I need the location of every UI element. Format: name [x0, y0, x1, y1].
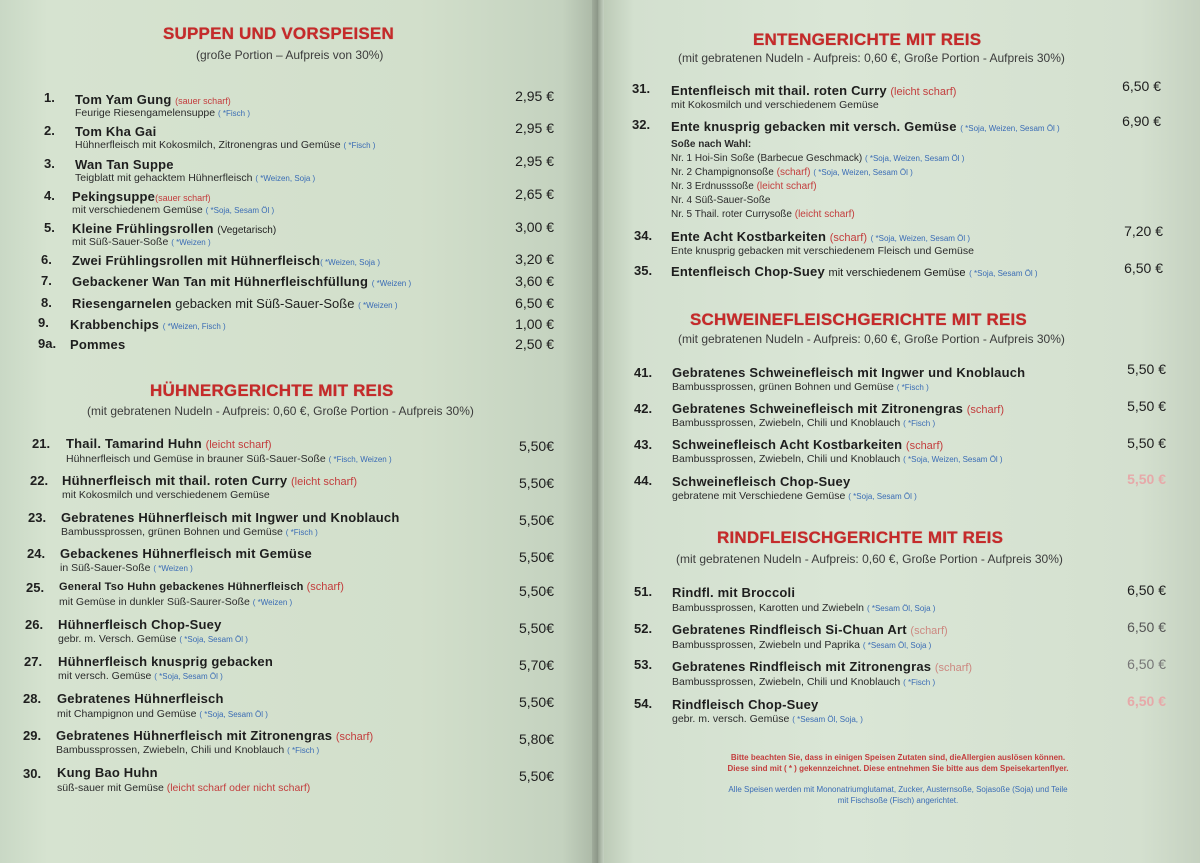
item-price: 5,50 €: [1127, 361, 1166, 377]
section-title-chicken: HÜHNERGERICHTE MIT REIS: [150, 381, 394, 400]
item-name: Pommes: [70, 337, 126, 352]
item-number: 2.: [44, 123, 55, 138]
item-name: Hühnerfleisch Chop-Suey: [58, 617, 222, 632]
sauce-option: Nr. 4 Süß-Sauer-Soße: [671, 195, 771, 206]
item-name: Krabbenchips: [70, 317, 160, 332]
item-description: Bambussprossen, Zwiebeln, Chili und Knoblauch: [672, 676, 901, 688]
item-number: 35.: [634, 263, 653, 278]
item-price: 5,70€: [518, 657, 554, 673]
item-name: Rindfl. mit Broccoli: [672, 585, 796, 600]
item-description: in Süß-Sauer-Soße: [60, 562, 151, 574]
allergen-note: ( *Weizen ): [153, 564, 193, 573]
item-price: 5,50 €: [1127, 471, 1166, 487]
item-number: 9a.: [38, 336, 57, 351]
item-name: Tom Kha Gai: [75, 124, 157, 139]
item-number: 25.: [26, 580, 45, 595]
item-description: Bambussprossen, Zwiebeln, Chili und Knoblauch: [672, 453, 901, 465]
item-description: Bambussprossen, Karotten und Zwiebeln: [672, 602, 865, 614]
item-price: 6,50 €: [1127, 619, 1166, 635]
item-price: 7,20 €: [1124, 223, 1163, 239]
menu-page-left: [0, 0, 598, 863]
item-price: 5,50€: [518, 549, 554, 565]
item-price: 5,50 €: [1127, 398, 1166, 414]
allergen-note: ( *Fisch ): [903, 678, 936, 687]
allergen-note: ( *Sesam Öl, Soja ): [866, 604, 936, 613]
spice-tag: (sauer scharf): [155, 193, 211, 203]
allergen-note: ( *Fisch ): [343, 141, 376, 150]
item-number: 52.: [634, 621, 653, 636]
allergen-note: ( *Soja, Sesam Öl ): [848, 492, 917, 501]
item-number: 29.: [23, 728, 42, 743]
item-name: Gebratenes Schweinefleisch mit Ingwer und Knoblauch: [672, 365, 1026, 380]
item-number: 27.: [24, 654, 43, 669]
spice-tag: (scharf): [829, 232, 867, 244]
item-name: Gebratenes Hühnerfleisch: [57, 691, 224, 706]
section-subtitle-chicken: (mit gebratenen Nudeln - Aufpreis: 0,60 €, Große Portion - Aufpreis 30%): [87, 404, 474, 418]
item-name: Entenfleisch mit thail. roten Curry: [671, 83, 887, 98]
item-description: gebratene mit Verschiedene Gemüse: [672, 490, 846, 502]
spice-tag: (leicht scharf): [890, 86, 957, 98]
section-title-beef: RINDFLEISCHGERICHTE MIT REIS: [717, 528, 1004, 547]
item-number: 3.: [44, 156, 55, 171]
item-price: 5,80€: [518, 731, 554, 747]
item-name: Entenfleisch Chop-Suey: [671, 264, 825, 279]
item-number: 6.: [41, 252, 52, 267]
allergen-note: ( *Fisch, Weizen ): [328, 455, 392, 464]
allergen-note: ( *Sesam Öl, Soja ): [862, 641, 932, 650]
spice-tag: (scharf): [966, 404, 1004, 416]
allergen-note: ( *Fisch ): [903, 419, 936, 428]
item-name: Gebratenes Schweinefleisch mit Zitronengras: [672, 401, 964, 416]
item-description: Ente knusprig gebacken mit verschiedenem Fleisch und Gemüse: [671, 245, 974, 257]
item-price: 6,50 €: [1122, 78, 1161, 94]
spice-tag: (scharf): [306, 581, 344, 593]
spice-tag: (leicht scharf): [205, 439, 272, 451]
item-description: Feurige Riesengamelensuppe: [75, 107, 216, 119]
item-description: Teigblatt mit gehacktem Hühnerfleisch: [75, 172, 253, 184]
item-number: 8.: [41, 295, 52, 310]
item-description: Bambussprossen, grünen Bohnen und Gemüse: [61, 526, 283, 538]
item-name: Gebackenes Hühnerfleisch mit Gemüse: [60, 546, 312, 561]
item-number: 4.: [44, 188, 55, 203]
item-name: Zwei Frühlingsrollen mit Hühnerfleisch: [72, 253, 321, 268]
item-price: 1,00 €: [515, 316, 554, 332]
allergen-note: ( *Fisch ): [287, 746, 320, 755]
allergy-notice: Bitte beachten Sie, dass in einigen Speisen Zutaten sind, dieAllergien auslösen können. Diese sind mit ( * ) gekennzeichnet. Diese entnehmen Sie bitte aus dem Speisekartenflyer.: [727, 753, 1069, 773]
item-price: 6,50 €: [1124, 260, 1163, 276]
item-price: 5,50€: [518, 438, 554, 454]
section-title-soups: SUPPEN UND VORSPEISEN: [163, 24, 394, 43]
allergen-note: ( *Weizen ): [171, 238, 211, 247]
allergen-note: ( *Weizen, Soja ): [255, 174, 316, 183]
allergen-note: ( *Soja, Sesam Öl ): [154, 672, 223, 681]
allergen-note: ( *Soja, Weizen, Sesam Öl ): [960, 124, 1060, 133]
item-description: Bambussprossen, Zwiebeln, Chili und Knoblauch: [56, 744, 285, 756]
item-description: mit Champignon und Gemüse: [57, 708, 197, 720]
item-description: Hühnerfleisch und Gemüse in brauner Süß-Sauer-Soße: [66, 453, 326, 465]
sauce-option: Nr. 3 Erdnusssoße (leicht scharf): [671, 181, 817, 192]
item-name: Tom Yam Gung: [75, 92, 172, 107]
item-name: Gebackener Wan Tan mit Hühnerfleischfüllung: [72, 274, 369, 289]
item-note: mit verschiedenem Gemüse: [828, 267, 966, 279]
allergen-note: ( *Soja, Weizen, Sesam Öl ): [870, 234, 971, 243]
item-price: 2,95 €: [515, 88, 554, 104]
item-name: General Tso Huhn gebackenes Hühnerfleisch: [59, 581, 304, 593]
allergen-note: ( *Fisch ): [285, 528, 318, 537]
allergen-note: ( *Soja, Sesam Öl ): [179, 635, 248, 644]
spice-tag: (scharf): [905, 440, 944, 452]
item-description: süß-sauer mit Gemüse: [57, 782, 164, 794]
item-number: 43.: [634, 437, 653, 452]
section-subtitle-pork: (mit gebratenen Nudeln - Aufpreis: 0,60 €, Große Portion - Aufpreis 30%): [678, 332, 1065, 346]
item-name: Gebratenes Hühnerfleisch mit Zitronengras: [56, 728, 333, 743]
spice-tag: (scharf): [335, 731, 374, 743]
item-description: gebr. m. Versch. Gemüse: [58, 633, 177, 645]
sauce-heading: Soße nach Wahl:: [671, 139, 752, 150]
item-name: Pekingsuppe: [72, 189, 156, 204]
item-name: Gebratenes Hühnerfleisch mit Ingwer und Knoblauch: [61, 510, 400, 525]
item-number: 31.: [632, 81, 651, 96]
allergen-note: ( *Soja, Sesam Öl ): [199, 710, 268, 719]
spice-tag: (leicht scharf oder nicht scharf): [166, 782, 311, 794]
item-name: Ente Acht Kostbarkeiten: [671, 229, 827, 244]
item-number: 41.: [634, 365, 653, 380]
allergen-note: ( *Soja, Weizen, Sesam Öl ): [903, 455, 1003, 464]
item-number: 23.: [28, 510, 47, 525]
item-price: 6,50 €: [515, 295, 554, 311]
allergen-note: ( *Weizen ): [252, 598, 293, 607]
menu-page-right: [598, 0, 1200, 863]
item-price: 5,50€: [518, 512, 554, 528]
item-description: mit versch. Gemüse: [58, 670, 152, 682]
item-price: 3,20 €: [515, 251, 554, 267]
item-price: 6,50 €: [1127, 656, 1166, 672]
item-price: 3,60 €: [515, 273, 554, 289]
item-note: (Vegetarisch): [217, 225, 277, 236]
spice-tag: (sauer scharf): [175, 96, 231, 106]
item-price: 2,50 €: [515, 336, 554, 352]
item-number: 1.: [44, 90, 55, 105]
item-description: Bambussprossen, Zwiebeln, Chili und Knoblauch: [672, 417, 901, 429]
allergen-note: ( *Soja, Sesam Öl ): [205, 206, 275, 215]
item-price: 6,90 €: [1122, 113, 1161, 129]
item-price: 5,50€: [518, 768, 554, 784]
allergen-note: ( *Soja, Sesam Öl ): [969, 269, 1038, 278]
item-name: Riesengarnelen: [72, 296, 172, 311]
item-number: 5.: [44, 220, 55, 235]
item-number: 34.: [634, 228, 653, 243]
item-price: 6,50 €: [1127, 582, 1166, 598]
item-name: Rindfleisch Chop-Suey: [672, 697, 819, 712]
item-description: Bambussprossen, Zwiebeln und Paprika: [672, 639, 860, 651]
item-number: 22.: [30, 473, 49, 488]
item-number: 54.: [634, 696, 653, 711]
allergen-note: ( *Fisch ): [896, 383, 929, 392]
item-name: Gebratenes Rindfleisch Si-Chuan Art: [672, 622, 907, 637]
item-number: 26.: [25, 617, 44, 632]
item-name: Kleine Frühlingsrollen: [72, 221, 214, 236]
item-description: mit verschiedenem Gemüse: [72, 204, 203, 216]
item-number: 32.: [632, 117, 651, 132]
item-number: 30.: [23, 766, 42, 781]
section-title-pork: SCHWEINEFLEISCHGERICHTE MIT REIS: [690, 310, 1027, 329]
allergen-note: ( *Weizen ): [371, 279, 412, 288]
item-number: 44.: [634, 473, 653, 488]
item-description: mit Gemüse in dunkler Süß-Saurer-Soße: [59, 596, 250, 608]
item-price: 5,50€: [518, 475, 554, 491]
allergen-note: ( *Weizen, Fisch ): [162, 322, 226, 331]
item-number: 7.: [41, 273, 52, 288]
item-name: Thail. Tamarind Huhn: [66, 436, 202, 451]
spice-tag: (scharf): [934, 662, 973, 674]
item-description: Hühnerfleisch mit Kokosmilch, Zitronengras und Gemüse: [75, 139, 341, 151]
section-subtitle-soups: (große Portion – Aufpreis von 30%): [196, 48, 384, 62]
item-name: Gebratenes Rindfleisch mit Zitronengras: [672, 659, 932, 674]
section-title-duck: ENTENGERICHTE MIT REIS: [753, 30, 982, 49]
item-price: 5,50€: [518, 620, 554, 636]
item-price: 5,50 €: [1127, 435, 1166, 451]
item-description: mit Kokosmilch und verschiedenem Gemüse: [671, 99, 879, 111]
sauce-option: Nr. 1 Hoi-Sin Soße (Barbecue Geschmack) ( *Soja, Weizen, Sesam Öl ): [671, 153, 965, 164]
item-number: 51.: [634, 584, 653, 599]
spice-tag: (scharf): [910, 625, 948, 637]
item-note: gebacken mit Süß-Sauer-Soße: [175, 296, 355, 311]
item-price: 2,65 €: [515, 186, 554, 202]
item-price: 5,50€: [518, 694, 554, 710]
item-price: 2,95 €: [515, 153, 554, 169]
item-number: 9.: [38, 315, 49, 330]
allergen-note: ( *Sesam Öl, Soja, ): [792, 715, 863, 724]
item-name: Kung Bao Huhn: [57, 765, 158, 780]
item-name: Wan Tan Suppe: [75, 157, 174, 172]
item-number: 28.: [23, 691, 42, 706]
item-price: 5,50€: [518, 583, 554, 599]
allergen-note: ( *Weizen, Soja ): [320, 258, 381, 267]
item-price: 6,50 €: [1127, 693, 1166, 709]
allergen-note: ( *Weizen ): [358, 301, 398, 310]
sauce-option: Nr. 2 Champignonsoße (scharf) ( *Soja, Weizen, Sesam Öl ): [671, 167, 913, 178]
item-description: gebr. m. versch. Gemüse: [672, 713, 790, 725]
allergen-note: ( *Fisch ): [218, 109, 251, 118]
item-name: Ente knusprig gebacken mit versch. Gemüse: [671, 119, 957, 134]
item-price: 2,95 €: [515, 120, 554, 136]
item-description: mit Süß-Sauer-Soße: [72, 236, 169, 248]
item-name: Schweinefleisch Acht Kostbarkeiten: [672, 437, 903, 452]
item-price: 3,00 €: [515, 219, 554, 235]
item-name: Schweinefleisch Chop-Suey: [672, 474, 851, 489]
section-subtitle-beef: (mit gebratenen Nudeln - Aufpreis: 0,60 €, Große Portion - Aufpreis 30%): [676, 552, 1063, 566]
item-number: 53.: [634, 657, 653, 672]
item-name: Hühnerfleisch knusprig gebacken: [58, 654, 273, 669]
section-subtitle-duck: (mit gebratenen Nudeln - Aufpreis: 0,60 €, Große Portion - Aufpreis 30%): [678, 51, 1065, 65]
item-number: 21.: [32, 436, 51, 451]
page-fold: [592, 0, 604, 863]
item-description: mit Kokosmilch und verschiedenem Gemüse: [62, 489, 270, 501]
item-number: 42.: [634, 401, 653, 416]
spice-tag: (leicht scharf): [290, 476, 357, 488]
additives-notice: Alle Speisen werden mit Mononatriumglutamat, Zucker, Austernsoße, Sojasoße (Soja) und Teile mit Fischsoße (Fisch) angerichtet.: [728, 785, 1068, 805]
sauce-option: Nr. 5 Thail. roter Currysoße (leicht scharf): [671, 209, 855, 220]
item-number: 24.: [27, 546, 46, 561]
item-description: Bambussprossen, grünen Bohnen und Gemüse: [672, 381, 894, 393]
item-name: Hühnerfleisch mit thail. roten Curry: [62, 473, 288, 488]
